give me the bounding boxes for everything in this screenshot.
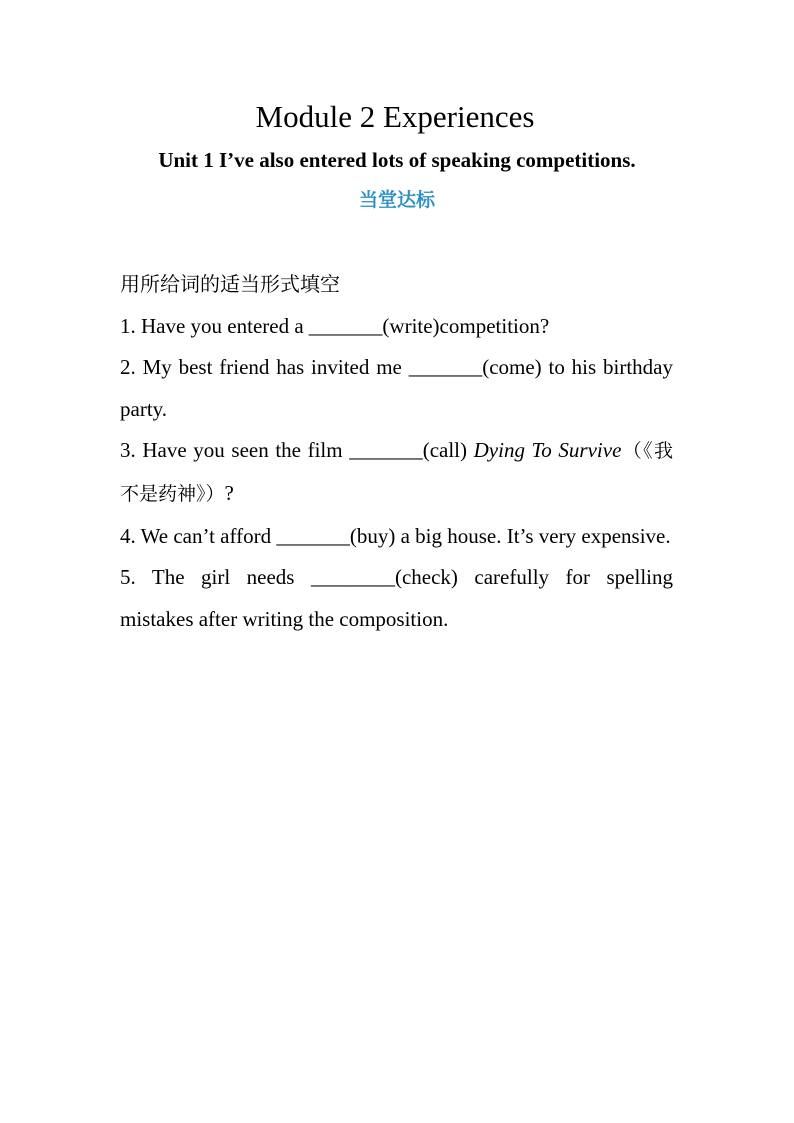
exercise-instruction: 用所给词的适当形式填空 bbox=[120, 272, 340, 296]
exercise-item-1: 1. Have you entered a _______(write)competition? bbox=[120, 313, 550, 338]
exercise-item-3-prefix: 3. Have you seen the film _______(call) bbox=[120, 438, 474, 463]
exercise-item-5: 5. The girl needs ________(check) carefully for spelling mistakes after writing the composition. bbox=[120, 565, 673, 631]
section-label: 当堂达标 bbox=[358, 189, 435, 211]
page-title: Module 2 Experiences bbox=[255, 99, 535, 134]
exercise-item-3 bbox=[120, 430, 673, 515]
unit-subtitle: Unit 1 I’ve also entered lots of speaking competitions. bbox=[158, 148, 636, 172]
film-title: Dying To Survive bbox=[473, 438, 622, 463]
exercise-content bbox=[120, 264, 673, 640]
exercise-item-4: 4. We can’t afford _______(buy) a big house. It’s very expensive. bbox=[120, 523, 671, 548]
exercise-item-3-suffix: ? bbox=[224, 480, 234, 505]
exercise-item-2: 2. My best friend has invited me _______(come) to his birthday party. bbox=[120, 355, 673, 421]
film-chinese-title: （《我不是药神》） bbox=[120, 440, 673, 505]
